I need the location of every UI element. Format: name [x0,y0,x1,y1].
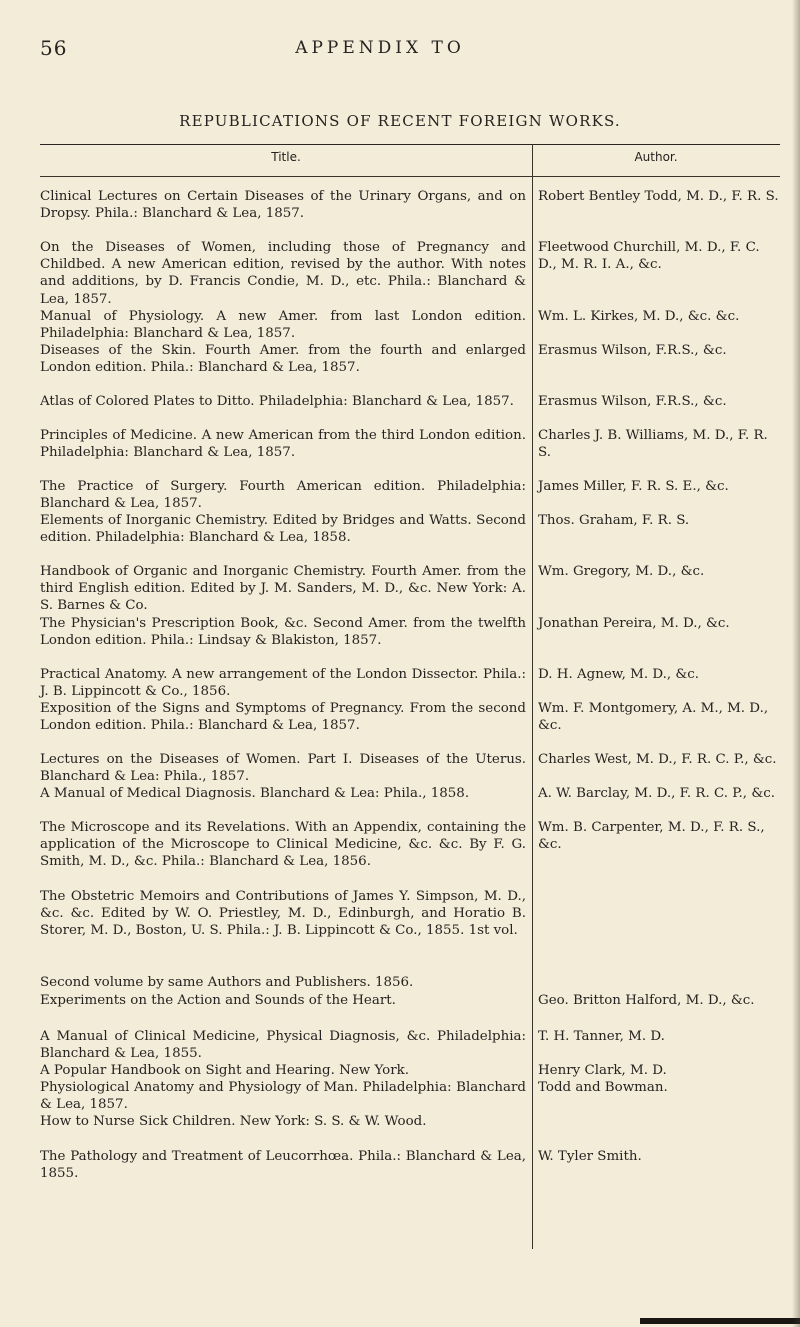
table-row-title: Physiological Anatomy and Physiology of Man. Philadelphia: Blanchard & Lea, 1857. [40,1080,526,1113]
table-row-author: Thos. Graham, F. R. S. [538,513,690,528]
table-row-author: D. H. Agnew, M. D., &c. [538,667,700,682]
table-row-author: Geo. Britton Halford, M. D., &c. [538,993,755,1008]
table-row-title: Diseases of the Skin. Fourth Amer. from the fourth and enlarged London edition. Phila.: Blanchard & Lea, 1857. [40,343,526,376]
table-row-author: Erasmus Wilson, F.R.S., &c. [538,343,727,358]
table-row-author: Wm. B. Carpenter, M. D., F. R. S., &c. [538,820,765,853]
table-row-author: T. H. Tanner, M. D. [538,1029,665,1044]
table-row-title: A Manual of Clinical Medicine, Physical Diagnosis, &c. Philadelphia: Blanchard & Lea, 1855. [40,1029,526,1062]
print-smudge [640,1318,800,1324]
works-table [40,144,780,1249]
table-row-title: Experiments on the Action and Sounds of the Heart. [40,993,396,1008]
table-row-title: Lectures on the Diseases of Women. Part I. Diseases of the Uterus. Blanchard & Lea: Phila., 1857. [40,752,526,785]
page-number: 56 [40,36,68,60]
table-row-title: The Obstetric Memoirs and Contributions of James Y. Simpson, M. D., &c. &c. Edited by W. O. Priestley, M. D., Edinburgh, and Horatio B. Storer, M. D., Boston, U. S. Phila.: J. B. Lippincott & Co., 1855. 1st vol. [40,889,526,939]
table-row-author: Erasmus Wilson, F.R.S., &c. [538,394,727,409]
table-row-title: Manual of Physiology. A new Amer. from last London edition. Philadelphia: Blanchard & Lea, 1857. [40,309,526,342]
table-row-title: Second volume by same Authors and Publishers. 1856. [40,975,414,990]
table-row-title: A Manual of Medical Diagnosis. Blanchard & Lea: Phila., 1858. [40,786,470,801]
table-row-author: Wm. F. Montgomery, A. M., M. D., &c. [538,701,769,734]
table-row-author: Fleetwood Churchill, M. D., F. C. D., M. R. I. A., &c. [538,240,760,273]
table-row-author: Wm. Gregory, M. D., &c. [538,564,705,579]
page-header [40,36,760,66]
table-row-title: Elements of Inorganic Chemistry. Edited by Bridges and Watts. Second edition. Philadelphia: Blanchard & Lea, 1858. [40,513,526,546]
table-row-title: Handbook of Organic and Inorganic Chemistry. Fourth Amer. from the third English edition. Edited by J. M. Sanders, M. D., &c. New York: A. S. Barnes & Co. [40,564,526,614]
table-row-title: Exposition of the Signs and Symptoms of Pregnancy. From the second London edition. Phila.: Blanchard & Lea, 1857. [40,701,526,734]
table-top-rule [40,144,780,145]
table-row-title: How to Nurse Sick Children. New York: S. S. & W. Wood. [40,1114,427,1129]
table-row-author: Charles West, M. D., F. R. C. P., &c. [538,752,777,767]
table-row-author: Wm. L. Kirkes, M. D., &c. &c. [538,309,740,324]
table-row-title: The Physician's Prescription Book, &c. Second Amer. from the twelfth London edition. Phila.: Lindsay & Blakiston, 1857. [40,616,526,649]
table-row-author: Todd and Bowman. [538,1080,668,1095]
table-row-title: The Practice of Surgery. Fourth American edition. Philadelphia: Blanchard & Lea, 1857. [40,479,526,512]
table-row-author: A. W. Barclay, M. D., F. R. C. P., &c. [538,786,775,801]
running-head: APPENDIX TO [295,38,465,58]
column-divider [532,144,533,1249]
table-row-author: Henry Clark, M. D. [538,1063,667,1078]
column-header-author: Author. [634,150,678,164]
table-row-title: The Pathology and Treatment of Leucorrhœa. Phila.: Blanchard & Lea, 1855. [40,1149,526,1182]
table-row-title: The Microscope and its Revelations. With an Appendix, containing the application of the Microscope to Clinical Medicine, &c. &c. By F. G. Smith, M. D., &c. Phila.: Blanchard & Lea, 1856. [40,820,526,870]
column-header-title: Title. [271,150,301,164]
table-row-title: Clinical Lectures on Certain Diseases of the Urinary Organs, and on Dropsy. Phila.: Blanchard & Lea, 1857. [40,189,526,222]
table-row-title: Practical Anatomy. A new arrangement of the London Dissector. Phila.: J. B. Lippincott & Co., 1856. [40,667,526,700]
table-row-author: Charles J. B. Williams, M. D., F. R. S. [538,428,768,461]
table-row-author: Robert Bentley Todd, M. D., F. R. S. [538,189,779,204]
table-row-author: James Miller, F. R. S. E., &c. [538,479,729,494]
section-title: REPUBLICATIONS OF RECENT FOREIGN WORKS. [179,112,621,130]
table-row-author: W. Tyler Smith. [538,1149,642,1164]
table-header-rule [40,176,780,177]
table-row-title: Atlas of Colored Plates to Ditto. Philadelphia: Blanchard & Lea, 1857. [40,394,514,409]
table-row-title: On the Diseases of Women, including those of Pregnancy and Childbed. A new American edition, revised by the author. With notes and additions, by D. Francis Condie, M. D., etc. Phila.: Blanchard & Lea, 1857. [40,240,526,307]
table-row-author: Jonathan Pereira, M. D., &c. [538,616,730,631]
table-row-title: Principles of Medicine. A new American from the third London edition. Philadelphia: Blanchard & Lea, 1857. [40,428,526,461]
page-spine-shadow [792,0,800,1327]
table-row-title: A Popular Handbook on Sight and Hearing. New York. [40,1063,410,1078]
